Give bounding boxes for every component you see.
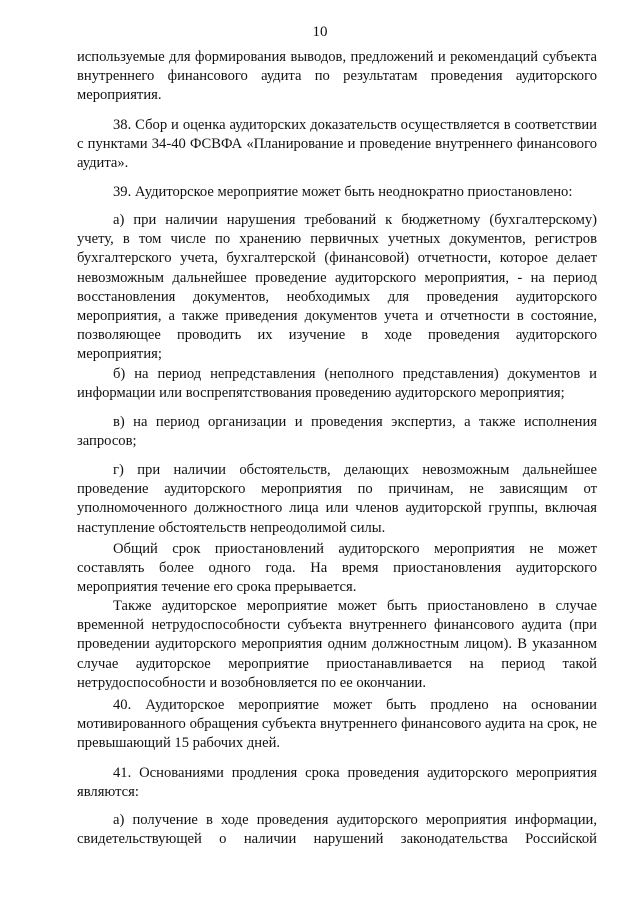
paragraph-continuation: используемые для формирования выводов, предложений и рекомендаций субъекта внутреннего финансового аудита по результатам проведения аудиторского мероприятия.	[77, 49, 597, 104]
paragraph-39-item-a: а) при наличии нарушения требований к бюджетному (бухгалтерскому) учету, в том числе по хранению первичных учетных документов, регистров бухгалтерского учета, бухгалтерской (финансовой) отчетности, которое делает невозможным дальнейшее проведение аудиторского мероприятия, - на период восстановления документов, необходимых для проведения аудиторского мероприятия, а также приведения документов учета и отчетности в состояние, позволяющее проводить их изучение в ходе проведения аудиторского мероприятия;	[77, 212, 597, 363]
paragraph-39-item-g: г) при наличии обстоятельств, делающих невозможным дальнейшее проведение аудиторского мероприятия по причинам, не зависящим от уполномоченного должностного лица или членов аудиторской группы, включая наступление обстоятельств непреодолимой силы.	[77, 462, 597, 536]
paragraph-41: 41. Основаниями продления срока проведения аудиторского мероприятия являются:	[77, 765, 597, 801]
paragraph-39-item-v: в) на период организации и проведения экспертиз, а также исполнения запросов;	[77, 414, 597, 450]
paragraph-suspension-term: Общий срок приостановлений аудиторского мероприятия не может составлять более одного года. На время приостановления аудиторского мероприятия течение его срока прерывается.	[77, 541, 597, 596]
paragraph-suspension-disability: Также аудиторское мероприятие может быть приостановлено в случае временной нетрудоспособности субъекта внутреннего финансового аудита (при проведении аудиторского мероприятия одним должностным лицом). В указанном случае аудиторское мероприятие приостанавливается на период такой нетрудоспособности и возобновляется по ее окончании.	[77, 598, 597, 691]
page-number: 10	[312, 24, 328, 40]
paragraph-38: 38. Сбор и оценка аудиторских доказательств осуществляется в соответствии с пунктами 34-40 ФСВФА «Планирование и проведение внутреннего финансового аудита».	[77, 117, 597, 172]
paragraph-40: 40. Аудиторское мероприятие может быть продлено на основании мотивированного обращения субъекта внутреннего финансового аудита на срок, не превышающий 15 рабочих дней.	[77, 697, 597, 752]
paragraph-39: 39. Аудиторское мероприятие может быть неоднократно приостановлено:	[113, 184, 573, 200]
paragraph-39-item-b: б) на период непредставления (неполного представления) документов и информации или воспрепятствования проведению аудиторского мероприятия;	[77, 366, 597, 402]
paragraph-41-item-a: а) получение в ходе проведения аудиторского мероприятия информации, свидетельствующей о наличии нарушений законодательства Российской	[77, 812, 597, 848]
